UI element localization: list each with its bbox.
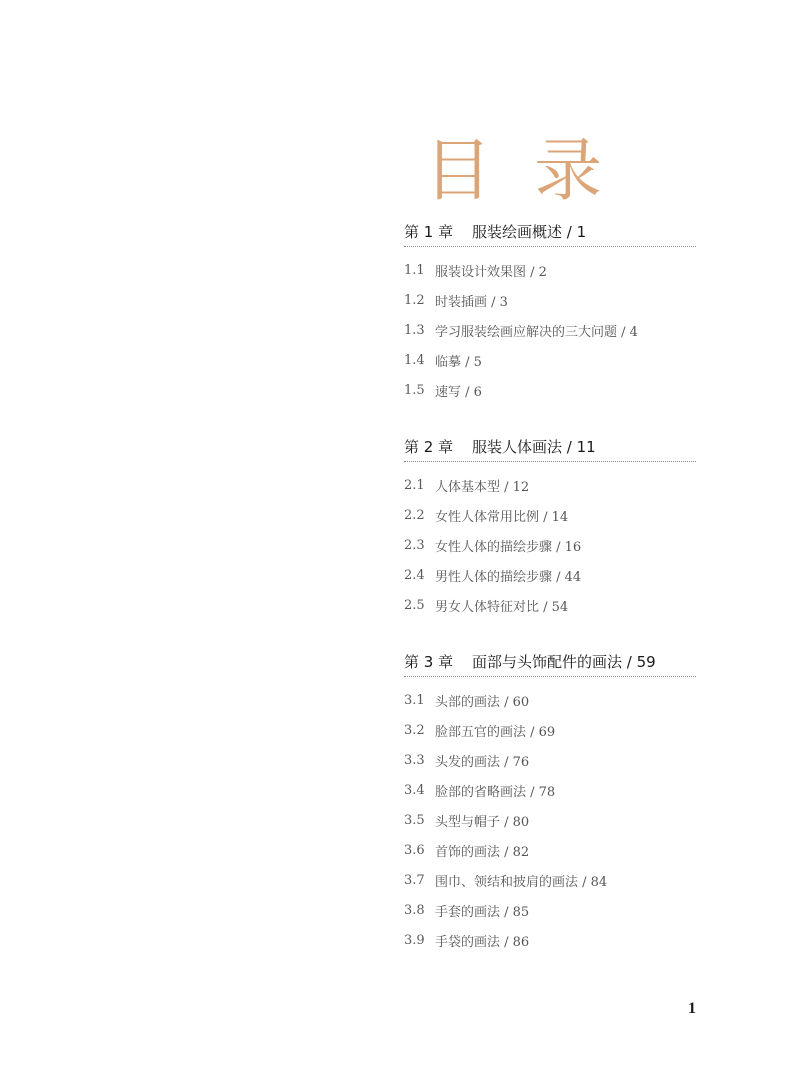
section-number: 3.9 — [404, 932, 425, 948]
section-item[interactable] — [404, 835, 696, 865]
section-list — [404, 462, 696, 620]
section-title: 首饰的画法 / 82 — [435, 844, 530, 860]
section-list — [404, 677, 696, 955]
section-number: 1.1 — [404, 262, 425, 278]
section-item[interactable] — [404, 285, 696, 315]
section-number: 3.6 — [404, 842, 425, 858]
chapter-heading[interactable] — [404, 216, 696, 247]
section-title: 人体基本型 / 12 — [435, 479, 530, 495]
section-title: 脸部五官的画法 / 69 — [435, 724, 556, 740]
section-number: 3.5 — [404, 812, 425, 828]
section-title: 手袋的画法 / 86 — [435, 934, 530, 950]
section-title: 速写 / 6 — [435, 384, 482, 400]
section-title: 头发的画法 / 76 — [435, 754, 530, 770]
chapter-title: 面部与头饰配件的画法 / 59 — [472, 652, 656, 671]
page-number: 1 — [688, 1000, 696, 1017]
section-title: 围巾、领结和披肩的画法 / 84 — [435, 874, 608, 890]
section-item[interactable] — [404, 590, 696, 620]
section-number: 1.2 — [404, 292, 425, 308]
section-title: 脸部的省略画法 / 78 — [435, 784, 556, 800]
section-number: 2.2 — [404, 507, 425, 523]
section-number: 3.3 — [404, 752, 425, 768]
section-title: 头部的画法 / 60 — [435, 694, 530, 710]
section-number: 2.1 — [404, 477, 425, 493]
section-item[interactable] — [404, 470, 696, 500]
section-item[interactable] — [404, 895, 696, 925]
section-title: 学习服装绘画应解决的三大问题 / 4 — [435, 324, 638, 340]
section-item[interactable] — [404, 865, 696, 895]
section-item[interactable] — [404, 715, 696, 745]
section-number: 1.4 — [404, 352, 425, 368]
section-item[interactable] — [404, 530, 696, 560]
section-title: 女性人体的描绘步骤 / 16 — [435, 539, 582, 555]
section-title: 男性人体的描绘步骤 / 44 — [435, 569, 582, 585]
section-number: 1.5 — [404, 382, 425, 398]
section-title: 服装设计效果图 / 2 — [435, 264, 547, 280]
section-item[interactable] — [404, 375, 696, 405]
chapter-number: 第 1 章 — [404, 222, 454, 241]
section-item[interactable] — [404, 775, 696, 805]
section-item[interactable] — [404, 345, 696, 375]
section-number: 2.5 — [404, 597, 425, 613]
section-list — [404, 247, 696, 405]
chapter-heading[interactable] — [404, 646, 696, 677]
section-number: 1.3 — [404, 322, 425, 338]
section-title: 头型与帽子 / 80 — [435, 814, 530, 830]
section-number: 3.1 — [404, 692, 425, 708]
chapter-2 — [404, 431, 696, 620]
section-title: 女性人体常用比例 / 14 — [435, 509, 569, 525]
chapter-3 — [404, 646, 696, 955]
section-title: 男女人体特征对比 / 54 — [435, 599, 569, 615]
section-item[interactable] — [404, 685, 696, 715]
section-number: 2.3 — [404, 537, 425, 553]
section-number: 2.4 — [404, 567, 425, 583]
chapter-1 — [404, 216, 696, 405]
section-item[interactable] — [404, 805, 696, 835]
section-number: 3.8 — [404, 902, 425, 918]
toc-title: 目录 — [424, 132, 645, 211]
chapter-title: 服装人体画法 / 11 — [472, 437, 596, 456]
chapter-number: 第 2 章 — [404, 437, 454, 456]
chapter-heading[interactable] — [404, 431, 696, 462]
section-item[interactable] — [404, 500, 696, 530]
chapter-number: 第 3 章 — [404, 652, 454, 671]
section-item[interactable] — [404, 925, 696, 955]
section-number: 3.4 — [404, 782, 425, 798]
section-item[interactable] — [404, 745, 696, 775]
section-item[interactable] — [404, 315, 696, 345]
section-title: 时装插画 / 3 — [435, 294, 508, 310]
section-item[interactable] — [404, 560, 696, 590]
section-number: 3.2 — [404, 722, 425, 738]
section-title: 手套的画法 / 85 — [435, 904, 530, 920]
section-item[interactable] — [404, 255, 696, 285]
section-number: 3.7 — [404, 872, 425, 888]
chapter-title: 服装绘画概述 / 1 — [472, 222, 587, 241]
section-title: 临摹 / 5 — [435, 354, 482, 370]
